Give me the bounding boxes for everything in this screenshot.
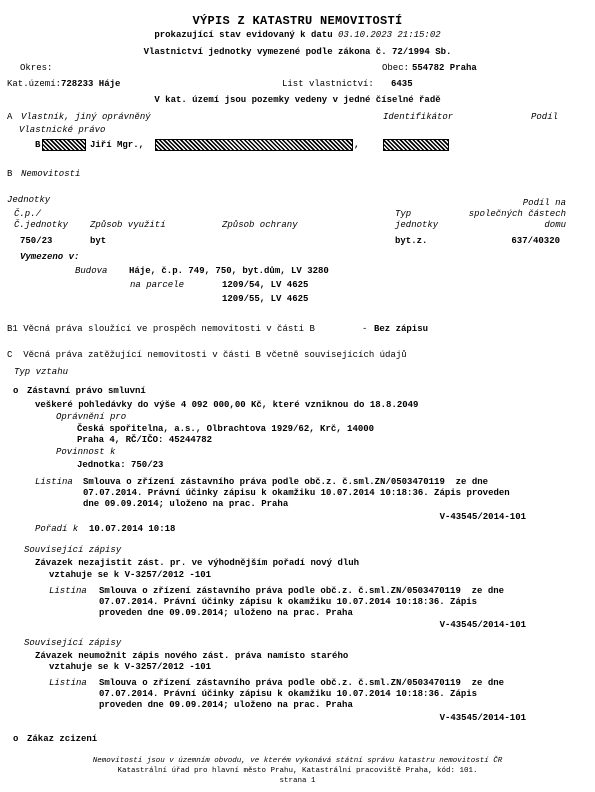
budova-value: Háje, č.p. 749, 750, byt.dům, LV 3280 bbox=[129, 266, 329, 276]
owner-comma: , bbox=[354, 140, 360, 150]
col-podil-3: domu bbox=[544, 220, 566, 230]
souvisejici-1-listina-label: Listina bbox=[49, 586, 87, 596]
katuzemi-value: 728233 Háje bbox=[61, 79, 121, 89]
okres-label: Okres: bbox=[20, 63, 53, 73]
souvisejici-2-label: Související zápisy bbox=[24, 638, 122, 648]
katuzemi-note: V kat. území jsou pozemky vedeny v jedné číselné řadě bbox=[154, 95, 441, 105]
souvisejici-1-title: Závazek nezajistit zást. pr. ve výhodnějším pořadí nový dluh bbox=[35, 558, 360, 568]
souvisejici-1-ref: V-43545/2014-101 bbox=[439, 620, 526, 630]
redacted-address bbox=[155, 139, 353, 151]
souvisejici-2-title: Závazek neumožnit zápis nového zást. práva namísto starého bbox=[35, 651, 349, 661]
owner-initial: B bbox=[35, 140, 41, 150]
row-podil: 637/40320 bbox=[511, 236, 560, 246]
section-c-title: C Věcná práva zatěžující nemovitosti v části B včetně souvisejících údajů bbox=[7, 350, 407, 360]
souvisejici-2-listina-label: Listina bbox=[49, 678, 87, 688]
lv-label: List vlastnictví: bbox=[282, 79, 374, 89]
zastavni-pravo-line: veškeré pohledávky do výše 4 092 000,00 Kč, které vzniknou do 18.8.2049 bbox=[35, 400, 419, 410]
listina-label: Listina bbox=[35, 477, 73, 487]
souvisejici-1-listina-2: 07.07.2014. Právní účinky zápisu k okamžiku 10.07.2014 10:18:36. Zápis bbox=[99, 597, 478, 607]
bullet-1: o bbox=[13, 386, 19, 396]
footer-line-1: Nemovitosti jsou v územním obvodu, ve kterém vykonává státní správu katastru nemovitostí ČR bbox=[92, 757, 503, 765]
poradi-label: Pořadí k bbox=[35, 524, 79, 534]
section-b1-title: B1 Věcná práva sloužící ve prospěch nemovitosti v části B bbox=[7, 324, 315, 334]
redacted-surname bbox=[42, 139, 86, 151]
zakaz-zcizeni-title: Zákaz zcizení bbox=[27, 734, 98, 744]
page-number: strana 1 bbox=[279, 777, 316, 785]
subtitle-label: prokazující stav evidovaný k datu bbox=[154, 30, 333, 40]
section-b-title: Nemovitosti bbox=[21, 169, 81, 179]
souvisejici-2-listina-1: Smlouva o zřízení zástavního práva podle obč.z. č.sml.ZN/0503470119 ze dne bbox=[99, 678, 505, 688]
col-podil: Podíl bbox=[531, 112, 559, 122]
vlastnicke-pravo-label: Vlastnické právo bbox=[19, 125, 106, 135]
section-b1-dash: - bbox=[362, 324, 368, 334]
souvisejici-2-ref: V-43545/2014-101 bbox=[439, 713, 526, 723]
parcel-1: 1209/54, LV 4625 bbox=[222, 280, 309, 290]
section-b1-value: Bez zápisu bbox=[374, 324, 429, 334]
col-cj: Č.jednotky bbox=[14, 220, 69, 230]
souvisejici-1-label: Související zápisy bbox=[24, 545, 122, 555]
obec-label: Obec: bbox=[382, 63, 410, 73]
souvisejici-1-sub: vztahuje se k V-3257/2012 -101 bbox=[49, 570, 212, 580]
zastavni-pravo-title: Zástavní právo smluvní bbox=[27, 386, 146, 396]
section-b-letter: B bbox=[7, 169, 13, 179]
redacted-identifier bbox=[383, 139, 449, 151]
section-a-title: Vlastník, jiný oprávněný bbox=[21, 112, 151, 122]
col-typ: Typ bbox=[395, 209, 412, 219]
opravneni-label: Oprávnění pro bbox=[56, 412, 127, 422]
subtitle-date: 03.10.2023 21:15:02 bbox=[338, 30, 441, 40]
row-typ: byt.z. bbox=[395, 236, 428, 246]
povinnost-value: Jednotka: 750/23 bbox=[77, 460, 164, 470]
typ-vztahu-label: Typ vztahu bbox=[14, 367, 69, 377]
col-podil-1: Podíl na bbox=[522, 198, 566, 208]
lv-value: 6435 bbox=[391, 79, 413, 89]
subtitle bbox=[0, 30, 595, 41]
col-zpusob-ochrany: Způsob ochrany bbox=[222, 220, 298, 230]
bullet-2: o bbox=[13, 734, 19, 744]
katuzemi-label: Kat.území: bbox=[7, 79, 62, 89]
parcel-2: 1209/55, LV 4625 bbox=[222, 294, 309, 304]
souvisejici-2-listina-2: 07.07.2014. Právní účinky zápisu k okamžiku 10.07.2014 10:18:36. Zápis bbox=[99, 689, 478, 699]
listina-line-3: dne 09.09.2014; uloženo na prac. Praha bbox=[83, 499, 289, 509]
col-identifikator: Identifikátor bbox=[383, 112, 454, 122]
povinnost-label: Povinnost k bbox=[56, 447, 116, 457]
row-cj: 750/23 bbox=[20, 236, 53, 246]
col-podil-2: společných částech bbox=[468, 209, 566, 219]
owner-name: Jiří Mgr., bbox=[90, 140, 145, 150]
budova-label: Budova bbox=[75, 266, 108, 276]
opravneni-line-2: Praha 4, RČ/IČO: 45244782 bbox=[77, 435, 213, 445]
souvisejici-1-listina-1: Smlouva o zřízení zástavního práva podle obč.z. č.sml.ZN/0503470119 ze dne bbox=[99, 586, 505, 596]
listina-line-1: Smlouva o zřízení zástavního práva podle obč.z. č.sml.ZN/0503470119 ze dne bbox=[83, 477, 489, 487]
opravneni-line-1: Česká spořitelna, a.s., Olbrachtova 1929/62, Krč, 14000 bbox=[77, 424, 375, 434]
footer-line-2: Katastrální úřad pro hlavní město Prahu, Katastrální pracoviště Praha, kód: 101. bbox=[117, 767, 478, 775]
poradi-value: 10.07.2014 10:18 bbox=[89, 524, 176, 534]
listina-line-2: 07.07.2014. Právní účinky zápisu k okamžiku 10.07.2014 10:18:36. Zápis proveden bbox=[83, 488, 510, 498]
col-cp: Č.p./ bbox=[14, 209, 42, 219]
col-jednotky: Jednotky bbox=[7, 195, 51, 205]
vymezeno-label: Vymezeno v: bbox=[20, 252, 80, 262]
col-zpusob-vyuziti: Způsob využití bbox=[90, 220, 166, 230]
section-a-letter: A bbox=[7, 112, 13, 122]
souvisejici-2-listina-3: proveden dne 09.09.2014; uloženo na prac. Praha bbox=[99, 700, 353, 710]
law-line: Vlastnictví jednotky vymezené podle zákona č. 72/1994 Sb. bbox=[143, 47, 452, 57]
document-title: VÝPIS Z KATASTRU NEMOVITOSTÍ bbox=[192, 14, 403, 28]
listina-ref: V-43545/2014-101 bbox=[439, 512, 526, 522]
obec-value: 554782 Praha bbox=[412, 63, 477, 73]
souvisejici-1-listina-3: proveden dne 09.09.2014; uloženo na prac. Praha bbox=[99, 608, 353, 618]
row-vyuziti: byt bbox=[90, 236, 107, 246]
souvisejici-2-sub: vztahuje se k V-3257/2012 -101 bbox=[49, 662, 212, 672]
col-jednotky2: jednotky bbox=[395, 220, 439, 230]
parcele-label: na parcele bbox=[130, 280, 185, 290]
